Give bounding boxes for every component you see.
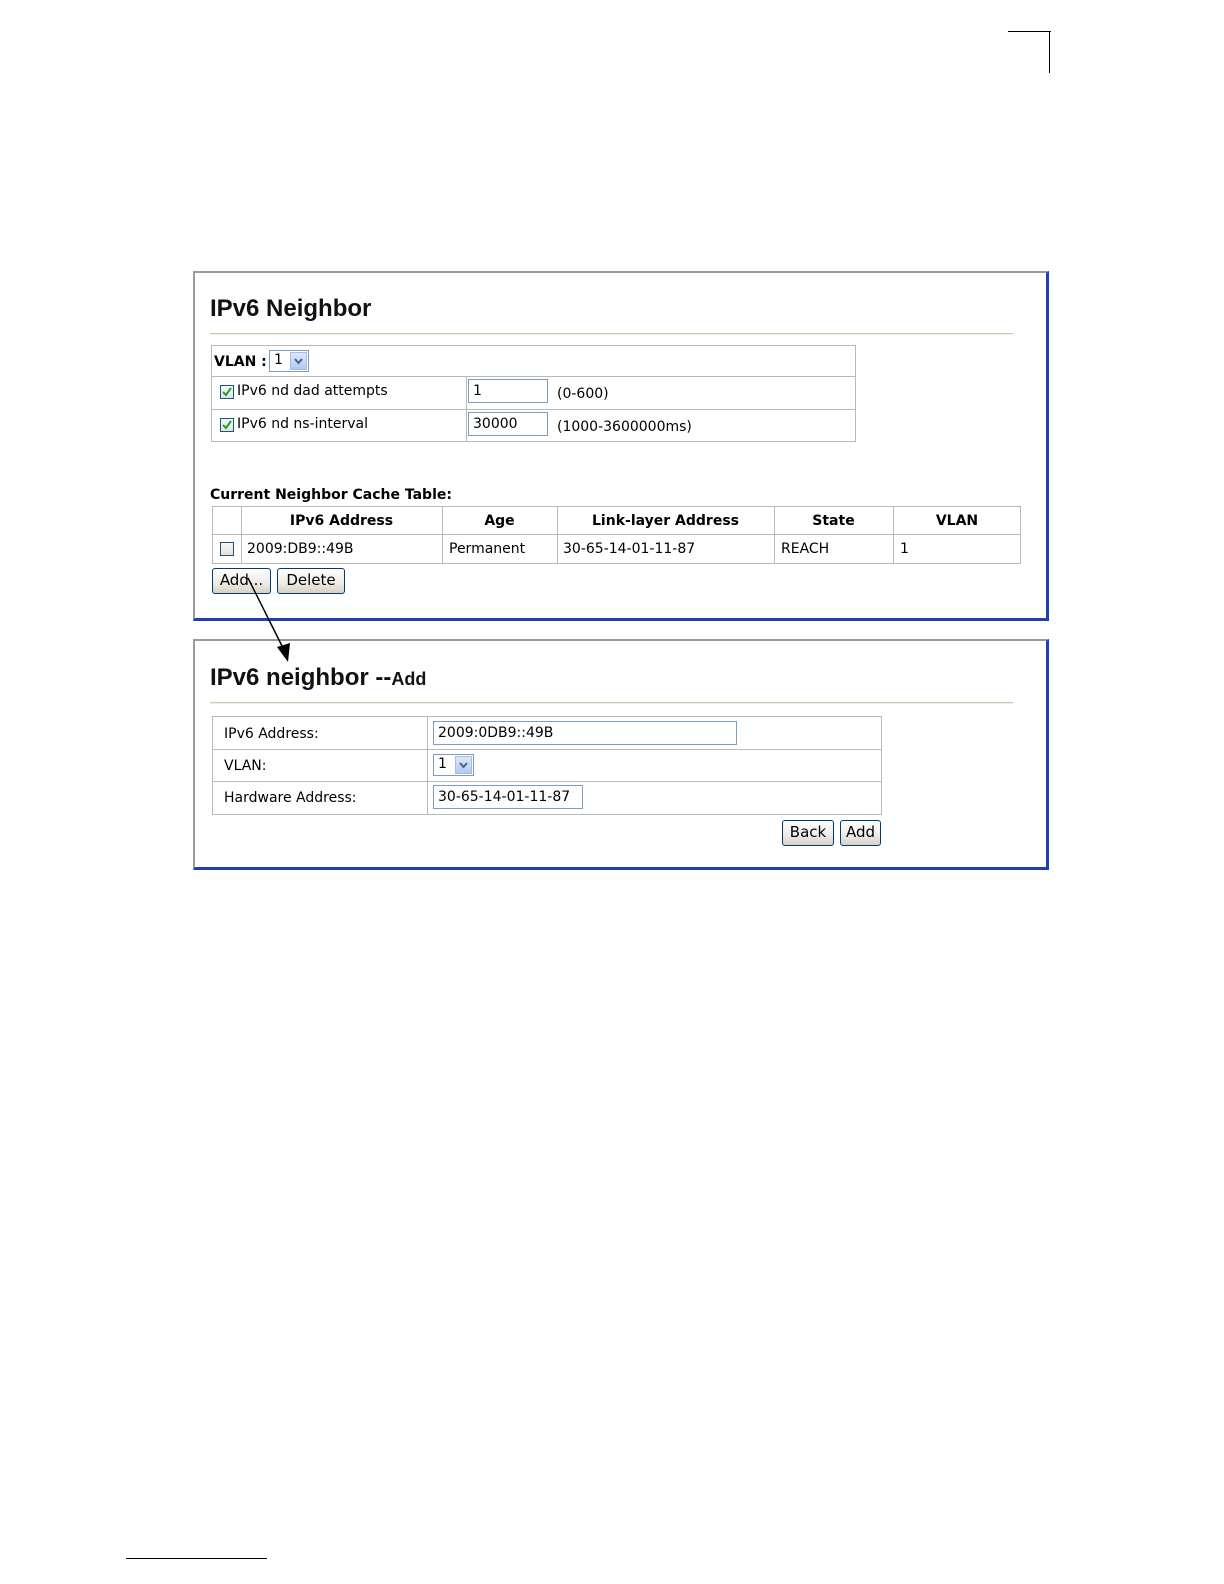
row-ipv6-address: 2009:DB9::49B (247, 541, 354, 557)
page-title: IPv6 Neighbor (210, 295, 372, 322)
ns-interval-input[interactable]: 30000 (468, 412, 548, 436)
row-age: Permanent (449, 541, 526, 557)
row-vlan: 1 (900, 541, 909, 557)
dad-attempts-input[interactable]: 1 (468, 379, 548, 403)
add-button[interactable]: Add (840, 820, 881, 846)
vlan-select-value: 1 (274, 352, 283, 368)
ns-interval-label: IPv6 nd ns-interval (237, 416, 369, 432)
add-neighbor-button[interactable]: Add... (212, 568, 271, 594)
ns-interval-range: (1000-3600000ms) (557, 419, 692, 435)
vlan-label: VLAN: (224, 758, 267, 774)
page-title-sub: Add (391, 669, 427, 689)
row-state: REACH (781, 541, 830, 557)
ipv6-address-label: IPv6 Address: (224, 726, 319, 742)
column-header-vlan: VLAN (935, 513, 979, 529)
dad-attempts-label: IPv6 nd dad attempts (237, 383, 388, 399)
hardware-address-label: Hardware Address: (224, 790, 357, 806)
column-header-link-layer-address: Link-layer Address (592, 513, 739, 529)
column-header-state: State (812, 513, 855, 529)
column-header-ipv6-address: IPv6 Address (289, 513, 394, 529)
ipv6-address-input[interactable]: 2009:0DB9::49B (433, 721, 737, 745)
page-title-main: IPv6 neighbor -- (210, 664, 392, 691)
hardware-address-input[interactable]: 30-65-14-01-11-87 (433, 785, 583, 809)
footer-rule (126, 1558, 267, 1559)
row-link-layer-address: 30-65-14-01-11-87 (563, 541, 696, 557)
vlan-select-value: 1 (438, 756, 447, 772)
cache-table-title: Current Neighbor Cache Table: (210, 487, 452, 503)
column-header-age: Age (484, 513, 515, 529)
delete-neighbor-button[interactable]: Delete (277, 568, 345, 594)
dad-attempts-range: (0-600) (557, 386, 609, 402)
vlan-label: VLAN : (214, 354, 267, 370)
back-button[interactable]: Back (782, 820, 834, 846)
